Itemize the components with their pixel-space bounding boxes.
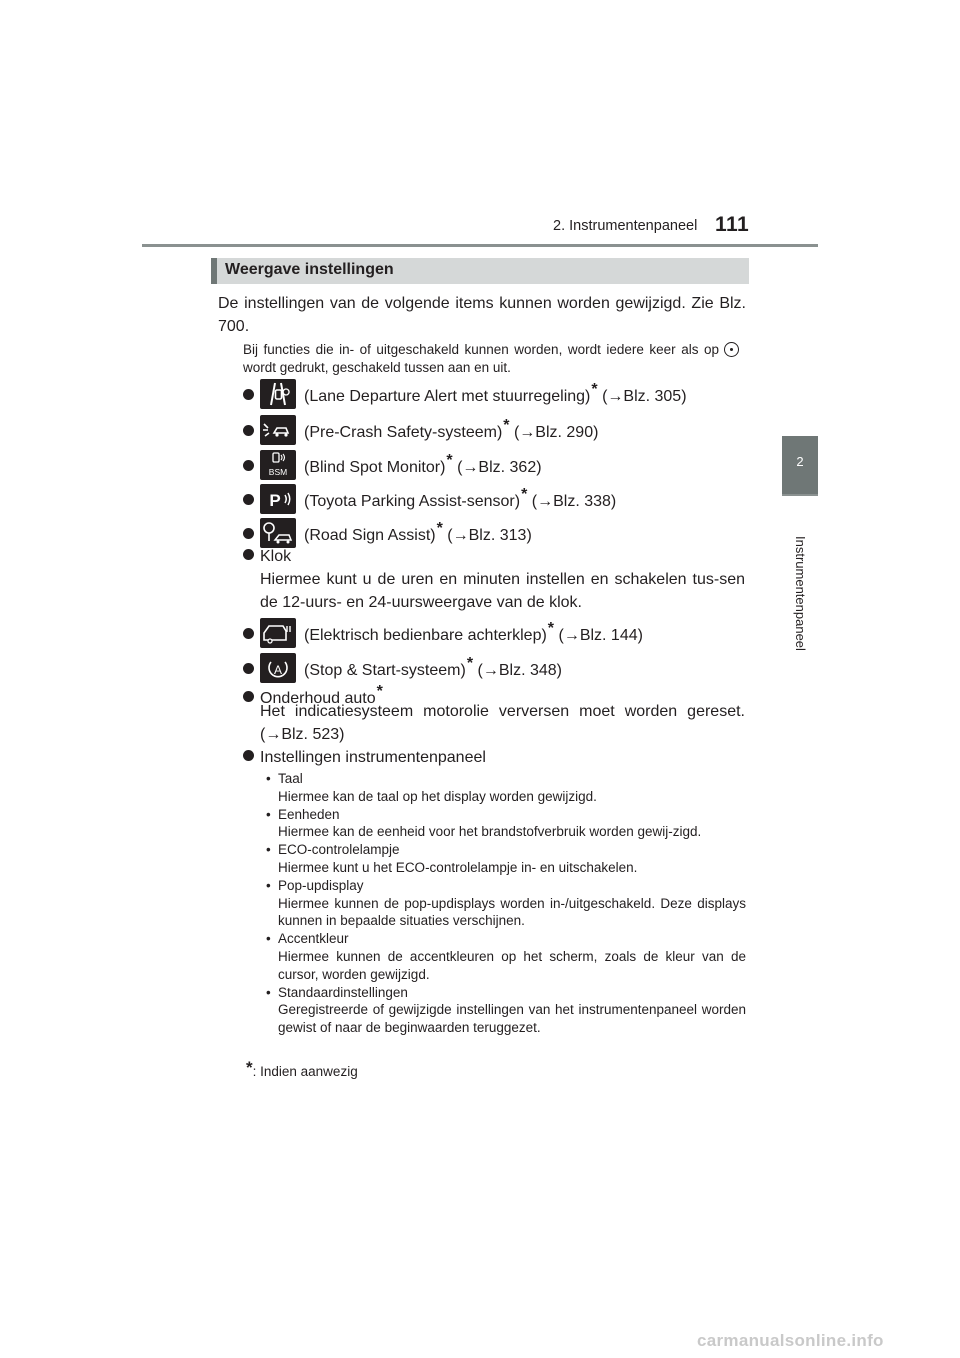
page-reference: (→Blz. 338) <box>531 493 617 510</box>
footnote-star: * <box>246 1058 253 1077</box>
list-item-road-sign-assist <box>243 517 532 548</box>
sub-item-title: • Pop-updisplay <box>278 877 364 893</box>
chapter-number: 2 <box>796 454 804 469</box>
item-label: (Road Sign Assist) <box>304 527 436 544</box>
asterisk: * <box>436 520 443 537</box>
asterisk: * <box>521 486 528 503</box>
sub-item-title: • Standaardinstellingen <box>278 984 408 1000</box>
sub-item-eco-indicator <box>262 841 746 877</box>
sub-item-accent-color <box>262 930 746 983</box>
parking-icon-text: P <box>269 491 281 510</box>
asterisk: * <box>591 381 598 398</box>
page-reference: (→Blz. 290) <box>513 424 599 441</box>
intro-paragraph: De instellingen van de volgende items kunnen worden gewijzigd. Zie Blz. 700. <box>218 295 746 335</box>
power-back-door-icon <box>260 618 296 648</box>
bullet <box>243 663 254 674</box>
bullet <box>243 460 254 471</box>
item-label: Instellingen instrumentenpaneel <box>260 749 486 766</box>
note-paragraph <box>243 341 746 377</box>
parking-assist-sensor-icon <box>260 484 296 514</box>
chapter-tab <box>782 436 818 494</box>
bullet <box>243 528 254 539</box>
chapter-tab-rule <box>782 494 818 496</box>
sub-item-text: Hiermee kunnen de accentkleuren op het scherm, zoals de kleur van de cursor, worden gewijzigd. <box>278 948 746 982</box>
asterisk: * <box>446 452 453 469</box>
sub-item-title: • Accentkleur <box>278 931 349 947</box>
dot-circle-button-icon <box>724 342 739 357</box>
bullet <box>243 494 254 505</box>
bsm-icon-text: BSM <box>268 467 288 477</box>
sub-item-text: Hiermee kunnen de pop-updisplays worden in-/uitgeschakeld. Deze displays kunnen in bepaalde situaties verschijnen. <box>278 895 746 929</box>
item-label: (Toyota Parking Assist-sensor) <box>304 493 521 510</box>
item-label: (Stop & Start-systeem) <box>304 662 466 679</box>
stop-start-icon-text: A <box>273 663 283 677</box>
pre-crash-safety-icon <box>260 415 296 445</box>
sub-item-title: • ECO-controlelampje <box>278 842 400 858</box>
page-reference: (→Blz. 313) <box>447 527 532 544</box>
list-item-parking-assist <box>243 483 616 514</box>
bullet <box>243 549 254 560</box>
asterisk: * <box>503 417 510 434</box>
item-label: (Lane Departure Alert met stuurregeling) <box>304 388 591 405</box>
page-reference: (→Blz. 144) <box>558 627 643 644</box>
watermark: carmanualsonline.info <box>697 1331 884 1350</box>
sub-item-units <box>262 806 746 842</box>
bullet <box>243 389 254 400</box>
note-text-before: Bij functies die in- of uitgeschakeld kunnen worden, wordt iedere keer als op <box>243 342 719 357</box>
asterisk: * <box>466 655 474 672</box>
sub-item-text: Hiermee kan de taal op het display worden gewijzigd. <box>278 788 597 804</box>
meter-settings-sublist <box>262 770 746 1037</box>
sub-item-default-settings <box>262 984 746 1037</box>
page-reference: (→Blz. 362) <box>457 459 542 476</box>
item-label: (Blind Spot Monitor) <box>304 459 446 476</box>
note-text-after: wordt gedrukt, geschakeld tussen aan en uit. <box>243 360 511 375</box>
asterisk: * <box>376 683 383 700</box>
header-section-title: 2. Instrumentenpaneel <box>553 218 698 234</box>
sub-item-text: Hiermee kunt u het ECO-controlelampje in- en uitschakelen. <box>278 859 638 875</box>
stop-start-icon <box>260 653 296 683</box>
item-label: Klok <box>260 548 292 565</box>
item-label: (Elektrisch bedienbare achterklep) <box>304 627 547 644</box>
section-title: Weergave instellingen <box>225 261 394 278</box>
list-item-power-back-door <box>243 617 643 648</box>
asterisk: * <box>547 620 555 637</box>
page-reference: (→Blz. 305) <box>602 388 687 405</box>
list-item-clock <box>243 545 291 568</box>
bullet <box>243 628 254 639</box>
chapter-label: Instrumentenpaneel <box>793 536 808 651</box>
bullet <box>243 750 254 761</box>
footnote-text: : Indien aanwezig <box>252 1064 358 1079</box>
bullet <box>243 691 254 702</box>
maintenance-description: Het indicatiesysteem motorolie verversen moet worden gereset. (→Blz. 523) <box>260 703 745 743</box>
section-heading-bar <box>211 258 749 284</box>
bullet <box>243 425 254 436</box>
sub-item-language <box>262 770 746 806</box>
sub-item-title: • Taal <box>278 771 303 786</box>
sub-item-popup-display <box>262 877 746 930</box>
list-item-lane-departure <box>243 378 687 409</box>
list-item-blind-spot <box>243 449 542 480</box>
page-number: 111 <box>715 213 750 236</box>
blind-spot-monitor-icon <box>260 450 296 480</box>
header-rule <box>142 244 818 247</box>
clock-description: Hiermee kunt u de uren en minuten instellen en schakelen tus-sen de 12-uurs- en 24-uursweergave van de klok. <box>260 571 745 611</box>
list-item-meter-settings <box>243 746 486 769</box>
item-label: (Pre-Crash Safety-systeem) <box>304 424 503 441</box>
list-item-stop-start <box>243 652 562 683</box>
lane-departure-alert-icon <box>260 379 296 409</box>
sub-item-text: Hiermee kan de eenheid voor het brandstofverbruik worden gewij-zigd. <box>278 824 702 840</box>
footnote <box>246 1058 358 1079</box>
list-item-pre-crash <box>243 414 598 445</box>
road-sign-assist-icon <box>260 518 296 548</box>
item-label: Onderhoud auto <box>260 690 376 707</box>
sub-item-title: • Eenheden <box>278 806 340 822</box>
sub-item-text: Geregistreerde of gewijzigde instellingen van het instrumentenpaneel worden gewist of naar de beginwaarden teruggezet. <box>278 1002 746 1036</box>
page-reference: (→Blz. 348) <box>477 662 562 679</box>
